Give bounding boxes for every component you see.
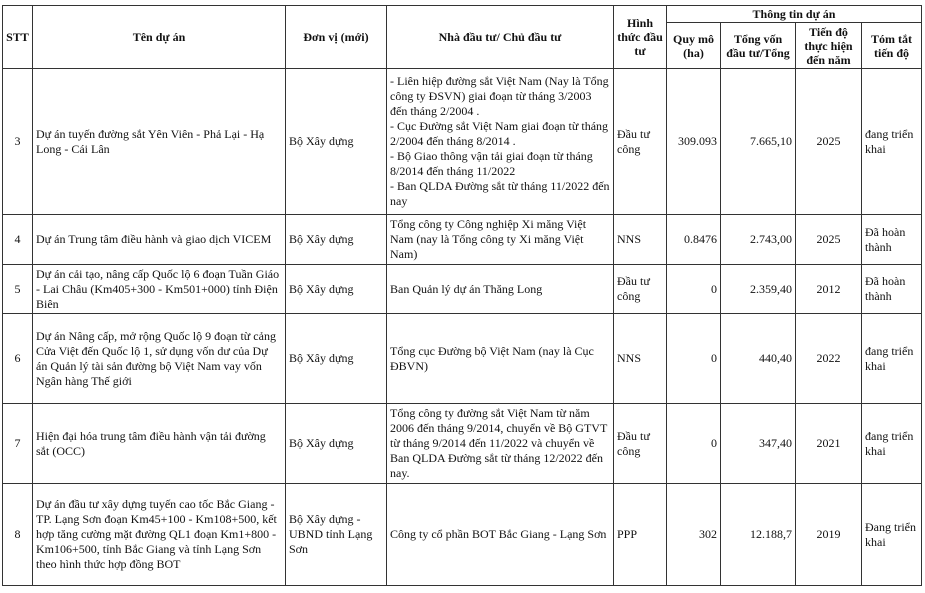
cell-investor — [387, 69, 614, 215]
cell-form: NNS — [614, 314, 667, 404]
investor-line: - Ban QLDA Đường sắt từ tháng 11/2022 đến nay — [390, 179, 610, 208]
cell-investor — [387, 215, 614, 265]
cell-project-name: Hiện đại hóa trung tâm điều hành vận tải đường sắt (OCC) — [33, 404, 286, 484]
cell-investor — [387, 265, 614, 314]
header-total-capital: Tổng vốn đầu tư/Tổng — [721, 23, 796, 69]
header-summary: Tóm tắt tiến độ — [862, 23, 922, 69]
cell-form: NNS — [614, 215, 667, 265]
header-progress-year: Tiến độ thực hiện đến năm — [796, 23, 862, 69]
cell-form: Đầu tư công — [614, 404, 667, 484]
header-project-info: Thông tin dự án — [667, 6, 922, 23]
cell-status: đang triển khai — [862, 404, 922, 484]
investor-line: Tổng công ty Công nghiệp Xi măng Việt Nam (nay là Tổng công ty Xi măng Việt Nam) — [390, 217, 587, 261]
cell-unit: Bộ Xây dựng - UBND tỉnh Lạng Sơn — [286, 484, 387, 586]
cell-unit: Bộ Xây dựng — [286, 215, 387, 265]
cell-capital: 7.665,10 — [721, 69, 796, 215]
cell-area: 0 — [667, 265, 721, 314]
cell-capital: 2.743,00 — [721, 215, 796, 265]
cell-investor — [387, 404, 614, 484]
table-row — [3, 484, 922, 586]
header-investor: Nhà đầu tư/ Chủ đầu tư — [387, 6, 614, 69]
table-row — [3, 215, 922, 265]
cell-area: 302 — [667, 484, 721, 586]
cell-unit: Bộ Xây dựng — [286, 265, 387, 314]
investor-line: - Liên hiệp đường sắt Việt Nam (Nay là Tổng công ty ĐSVN) giai đoạn từ tháng 3/2003 đến tháng 2/2004 . — [390, 74, 609, 118]
cell-area: 0.8476 — [667, 215, 721, 265]
cell-year: 2012 — [796, 265, 862, 314]
projects-table — [2, 5, 922, 586]
cell-stt: 6 — [3, 314, 33, 404]
cell-area: 0 — [667, 314, 721, 404]
header-area: Quy mô (ha) — [667, 23, 721, 69]
cell-year: 2019 — [796, 484, 862, 586]
cell-year: 2022 — [796, 314, 862, 404]
cell-investor — [387, 314, 614, 404]
cell-status: đang triển khai — [862, 314, 922, 404]
header-form: Hình thức đầu tư — [614, 6, 667, 69]
cell-stt: 3 — [3, 69, 33, 215]
cell-stt: 4 — [3, 215, 33, 265]
cell-project-name: Dự án đầu tư xây dựng tuyến cao tốc Bắc Giang - TP. Lạng Sơn đoạn Km45+100 - Km108+500, kết hợp tăng cường mặt đường QL1 đoạn Km1+800 - Km106+500, tỉnh Bắc Giang và tỉnh Lạng Sơn theo hình thức hợp đồng BOT — [33, 484, 286, 586]
cell-capital: 440,40 — [721, 314, 796, 404]
cell-status: Đã hoàn thành — [862, 265, 922, 314]
cell-area: 0 — [667, 404, 721, 484]
cell-project-name: Dự án tuyến đường sắt Yên Viên - Phả Lại - Hạ Long - Cái Lân — [33, 69, 286, 215]
cell-year: 2025 — [796, 215, 862, 265]
table-row — [3, 404, 922, 484]
cell-unit: Bộ Xây dựng — [286, 314, 387, 404]
cell-project-name: Dự án Trung tâm điều hành và giao dịch VICEM — [33, 215, 286, 265]
cell-capital: 2.359,40 — [721, 265, 796, 314]
cell-status: đang triển khai — [862, 69, 922, 215]
cell-stt: 5 — [3, 265, 33, 314]
investor-line: Ban Quản lý dự án Thăng Long — [390, 281, 543, 296]
cell-stt: 7 — [3, 404, 33, 484]
cell-area: 309.093 — [667, 69, 721, 215]
investor-line: Tổng cục Đường bộ Việt Nam (nay là Cục ĐBVN) — [390, 343, 594, 373]
investor-line: Tổng công ty đường sắt Việt Nam từ năm 2006 đến tháng 9/2014, chuyển về Bộ GTVT từ tháng 9/2014 đến 11/2022 và chuyển về Ban QLDA Đường sắt từ tháng 12/2022 đến nay. — [390, 406, 608, 480]
cell-stt: 8 — [3, 484, 33, 586]
cell-form: Đầu tư công — [614, 69, 667, 215]
header-stt: STT — [3, 6, 33, 69]
table-row — [3, 265, 922, 314]
cell-unit: Bộ Xây dựng — [286, 69, 387, 215]
cell-form: PPP — [614, 484, 667, 586]
cell-status: Đang triển khai — [862, 484, 922, 586]
cell-capital: 12.188,7 — [721, 484, 796, 586]
investor-line: - Cục Đường sắt Việt Nam giai đoạn từ tháng 2/2004 đến tháng 8/2014 . — [390, 119, 609, 148]
cell-year: 2025 — [796, 69, 862, 215]
cell-status: Đã hoàn thành — [862, 215, 922, 265]
table-row — [3, 314, 922, 404]
cell-capital: 347,40 — [721, 404, 796, 484]
cell-year: 2021 — [796, 404, 862, 484]
cell-investor — [387, 484, 614, 586]
cell-unit: Bộ Xây dựng — [286, 404, 387, 484]
table-row — [3, 69, 922, 215]
cell-form: Đầu tư công — [614, 265, 667, 314]
investor-line: Công ty cổ phần BOT Bắc Giang - Lạng Sơn — [390, 527, 607, 541]
investor-line: - Bộ Giao thông vận tải giai đoạn từ tháng 8/2014 đến tháng 11/2022 — [390, 149, 593, 178]
cell-project-name: Dự án cải tạo, nâng cấp Quốc lộ 6 đoạn Tuần Giáo - Lai Châu (Km405+300 - Km501+000) tỉnh Điện Biên — [33, 265, 286, 314]
header-unit: Đơn vị (mới) — [286, 6, 387, 69]
header-project-name: Tên dự án — [33, 6, 286, 69]
cell-project-name: Dự án Nâng cấp, mở rộng Quốc lộ 9 đoạn từ cảng Cửa Việt đến Quốc lộ 1, sử dụng vốn dư của Dự án Quản lý tài sản đường bộ Việt Nam vay vốn Ngân hàng Thế giới — [33, 314, 286, 404]
